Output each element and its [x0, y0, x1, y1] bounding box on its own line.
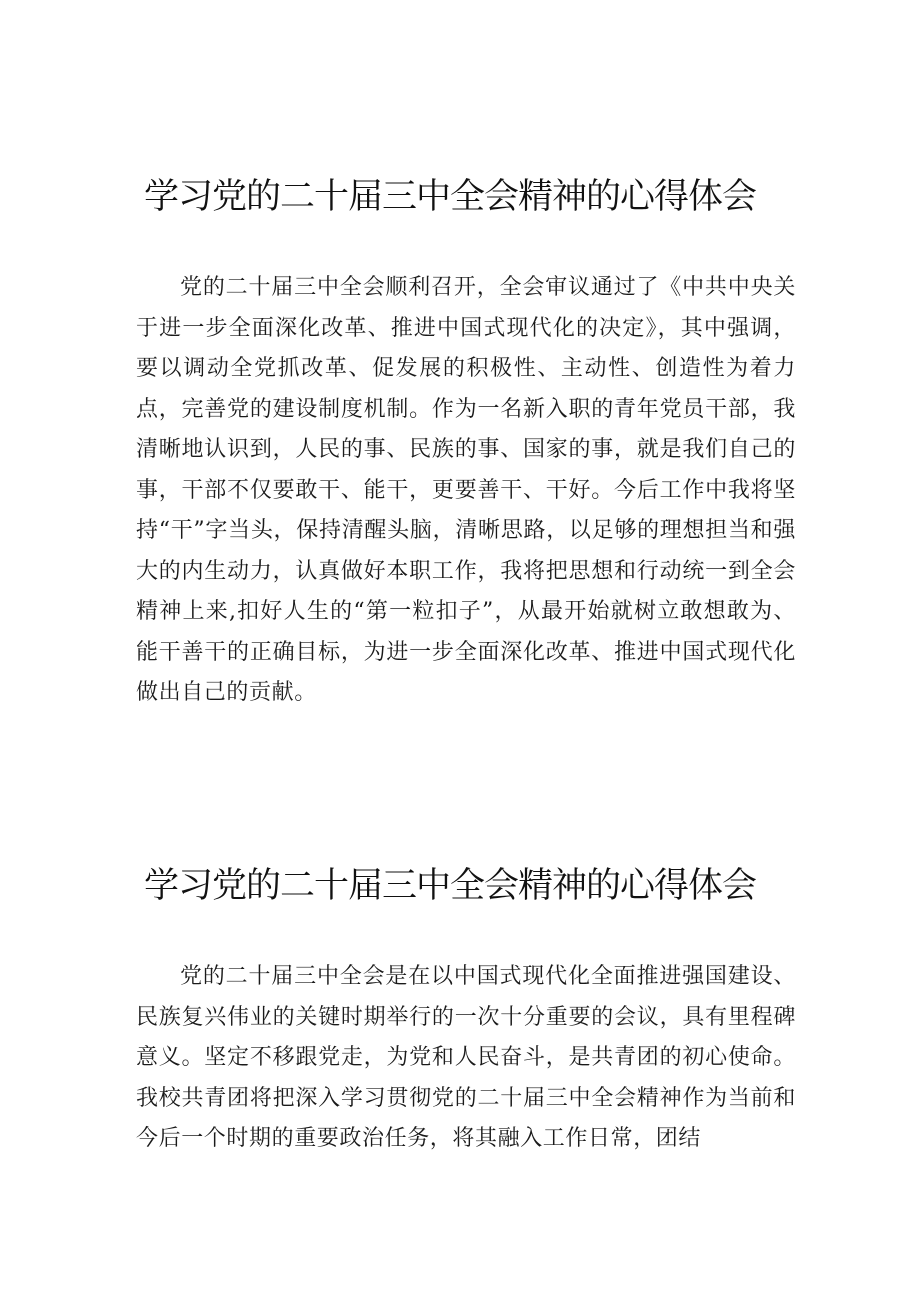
section-1-body: 党的二十届三中全会顺利召开，全会审议通过了《中共中央关于进一步全面深化改革、推进中国式现代化的决定》，其中强调，要以调动全党抓改革、促发展的积极性、主动性、创造性为着力点，完善党的建设制度机制。作为一名新入职的青年党员干部，我清晰地认识到，人民的事、民族的事、国家的事，就是我们自己的事，干部不仅要敢干、能干，更要善干、干好。今后工作中我将坚持“干”字当头，保持清醒头脑，清晰思路，以足够的理想担当和强大的内生动力，认真做好本职工作，我将把思想和行动统一到全会精神上来,扣好人生的“第一粒扣子”，从最开始就树立敢想敢为、能干善干的正确目标，为进一步全面深化改革、推进中国式现代化做出自己的贡献。 — [136, 275, 796, 705]
section-2-title: 学习党的二十届三中全会精神的心得体会 — [144, 866, 757, 906]
section-1-title: 学习党的二十届三中全会精神的心得体会 — [144, 177, 757, 217]
section-2-body: 党的二十届三中全会是在以中国式现代化全面推进强国建设、民族复兴伟业的关键时期举行的一次十分重要的会议，具有里程碑意义。坚定不移跟党走，为党和人民奋斗，是共青团的初心使命。我校共青团将把深入学习贯彻党的二十届三中全会精神作为当前和今后一个时期的重要政治任务，将其融入工作日常，团结 — [136, 964, 796, 1151]
